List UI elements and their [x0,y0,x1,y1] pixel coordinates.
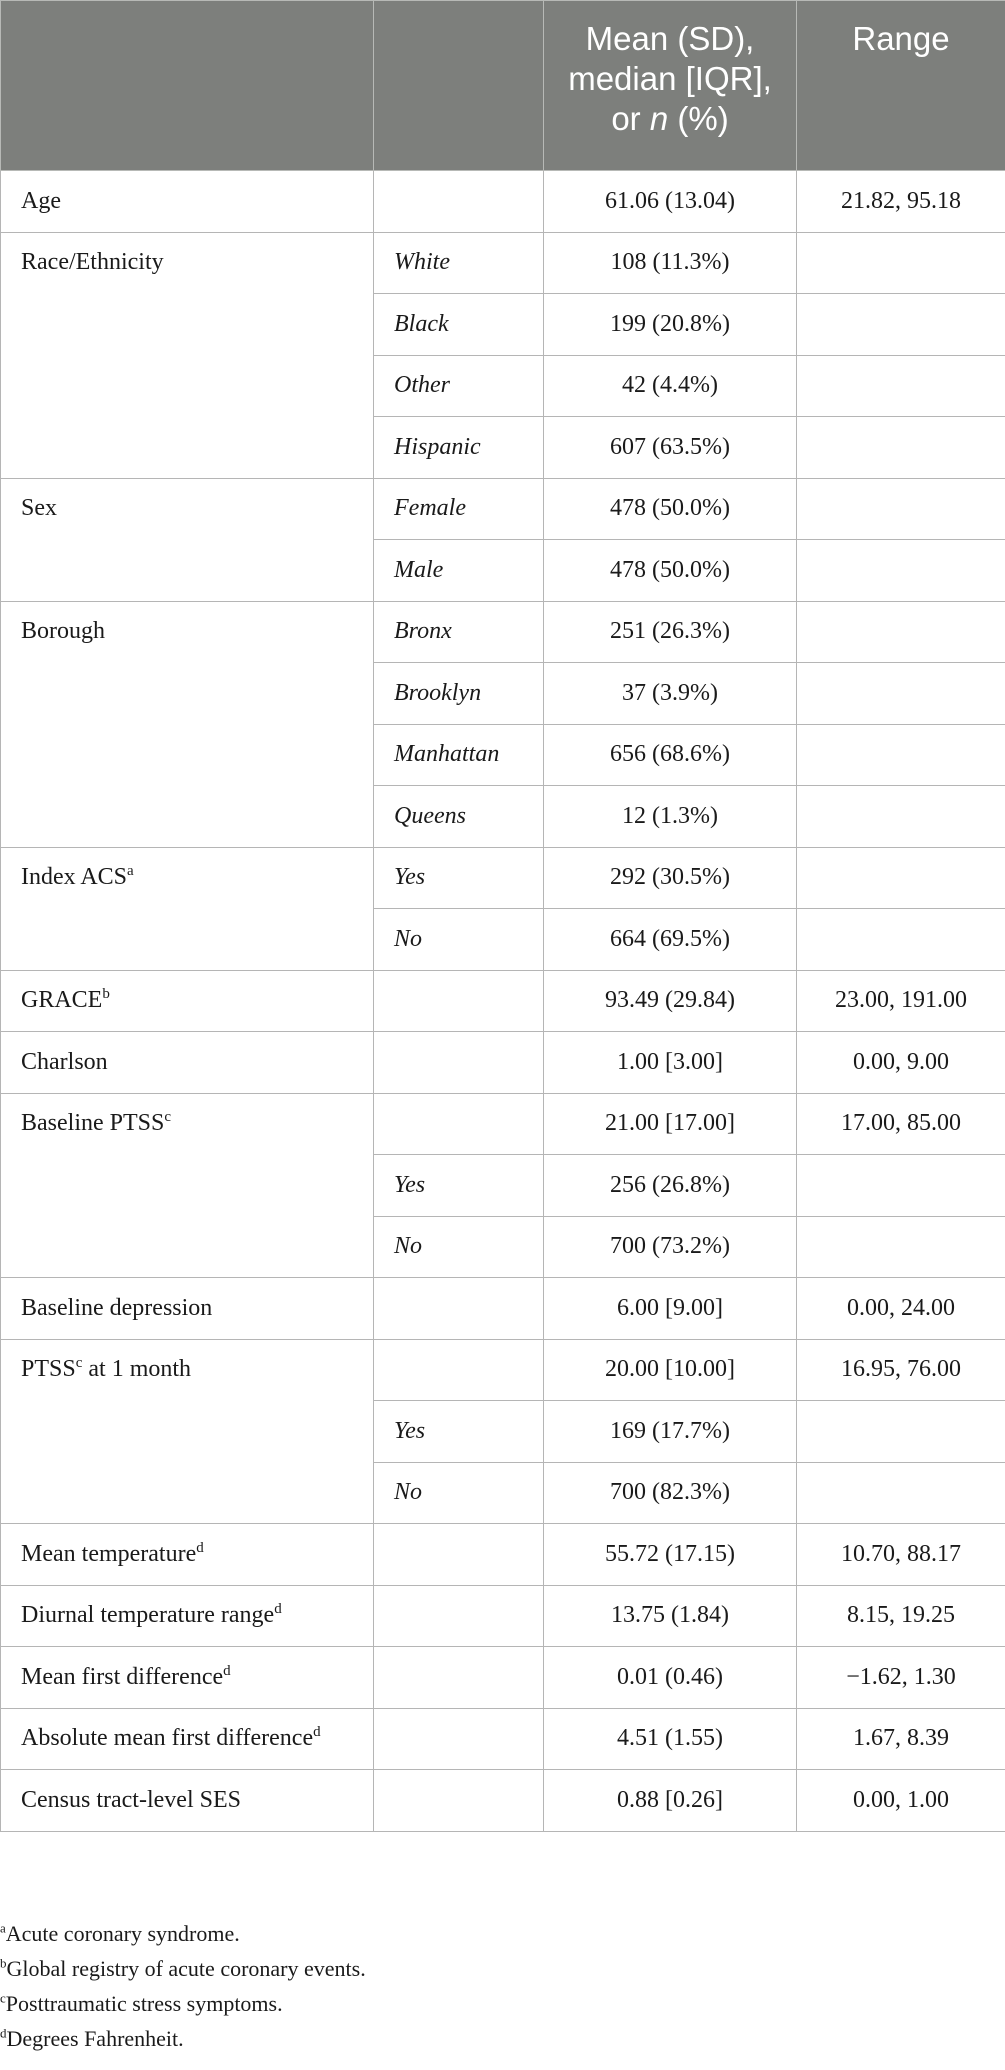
row-label [1,970,374,1032]
footnote-marker: b [102,986,110,1003]
row-value: 0.01 (0.46) [544,1647,797,1709]
row-label [1,1524,374,1586]
row-label-text: PTSS [21,1355,76,1382]
row-value: 700 (73.2%) [544,1216,797,1278]
row-range: 0.00, 1.00 [797,1770,1005,1832]
row-range [797,1216,1005,1278]
row-value: 4.51 (1.55) [544,1708,797,1770]
row-category [374,1647,544,1709]
row-category: No [374,909,544,971]
footnote-marker: d [313,1724,321,1741]
table-row [1,478,1005,540]
table-body [1,171,1005,1832]
row-category: White [374,232,544,294]
row-label-suffix: at 1 month [82,1355,192,1382]
footnote-text: Degrees Fahrenheit. [6,2026,184,2051]
row-value: 108 (11.3%) [544,232,797,294]
row-label [1,1770,374,1832]
table-row [1,1093,1005,1155]
row-label-text: Sex [21,494,57,521]
row-label-text: Baseline PTSS [21,1109,165,1136]
row-range [797,663,1005,725]
table-row [1,171,1005,233]
row-range [797,417,1005,479]
table-row [1,1770,1005,1832]
row-label [1,601,374,847]
row-category [374,1770,544,1832]
row-value: 664 (69.5%) [544,909,797,971]
header-variable [1,1,374,171]
row-range [797,1462,1005,1524]
row-label [1,1708,374,1770]
row-value: 478 (50.0%) [544,478,797,540]
table-row [1,970,1005,1032]
row-range: 1.67, 8.39 [797,1708,1005,1770]
row-range [797,478,1005,540]
row-label-text: Mean temperature [21,1540,197,1567]
row-range [797,786,1005,848]
row-value: 700 (82.3%) [544,1462,797,1524]
row-label-text: Mean first difference [21,1663,224,1690]
row-range [797,909,1005,971]
header-statistic-pct: (%) [677,100,729,137]
row-category [374,1032,544,1094]
row-value: 256 (26.8%) [544,1155,797,1217]
row-value: 61.06 (13.04) [544,171,797,233]
header-statistic-text: Mean (SD), median [IQR], or [568,20,772,137]
row-range: 21.82, 95.18 [797,171,1005,233]
row-range [797,294,1005,356]
row-value: 478 (50.0%) [544,540,797,602]
row-label-text: GRACE [21,987,103,1014]
row-category [374,1585,544,1647]
row-range: 17.00, 85.00 [797,1093,1005,1155]
footnotes [0,1916,1005,2056]
row-value: 6.00 [9.00] [544,1278,797,1340]
row-range: 8.15, 19.25 [797,1585,1005,1647]
row-label-text: Absolute mean first difference [21,1725,314,1752]
row-category [374,1093,544,1155]
row-category: Bronx [374,601,544,663]
row-category: Brooklyn [374,663,544,725]
row-value: 37 (3.9%) [544,663,797,725]
footnote-mark: c [0,1990,6,2006]
row-label [1,232,374,478]
row-range: 23.00, 191.00 [797,970,1005,1032]
footnote-marker: d [196,1539,204,1556]
footnote [0,1916,1005,1951]
footnote-mark: b [0,1955,7,1971]
row-range: 0.00, 9.00 [797,1032,1005,1094]
row-label-text: Age [21,187,61,214]
row-range [797,724,1005,786]
row-label [1,1032,374,1094]
row-range [797,601,1005,663]
row-category: Yes [374,847,544,909]
row-range [797,1155,1005,1217]
row-category: Hispanic [374,417,544,479]
table-row [1,1647,1005,1709]
row-category: Manhattan [374,724,544,786]
row-value: 607 (63.5%) [544,417,797,479]
row-label-text: Index ACS [21,863,128,890]
row-category: Female [374,478,544,540]
row-category: Queens [374,786,544,848]
table-row [1,232,1005,294]
row-range [797,355,1005,417]
row-value: 20.00 [10.00] [544,1339,797,1401]
row-label-text: Census tract-level SES [21,1786,241,1813]
table-row [1,1339,1005,1401]
header-statistic [544,1,797,171]
row-value: 199 (20.8%) [544,294,797,356]
footnote-marker: d [274,1601,282,1618]
footnote-marker: d [223,1662,231,1679]
row-label [1,1647,374,1709]
footnote [0,1951,1005,1986]
row-range [797,847,1005,909]
table-row [1,1524,1005,1586]
footnote-text: Posttraumatic stress symptoms. [5,1991,283,2016]
row-category: No [374,1216,544,1278]
row-category: Other [374,355,544,417]
row-value: 13.75 (1.84) [544,1585,797,1647]
row-label [1,1278,374,1340]
row-range: 0.00, 24.00 [797,1278,1005,1340]
row-category: Yes [374,1401,544,1463]
footnote-marker: c [164,1108,172,1125]
table-row [1,1585,1005,1647]
row-value: 0.88 [0.26] [544,1770,797,1832]
row-label [1,1585,374,1647]
row-value: 21.00 [17.00] [544,1093,797,1155]
row-label-text: Race/Ethnicity [21,248,164,275]
row-range [797,232,1005,294]
row-category: No [374,1462,544,1524]
row-value: 656 (68.6%) [544,724,797,786]
row-category: Male [374,540,544,602]
row-category [374,1339,544,1401]
row-category [374,970,544,1032]
table-row [1,847,1005,909]
row-label-text: Borough [21,617,105,644]
row-category [374,171,544,233]
row-category: Yes [374,1155,544,1217]
table-row [1,1032,1005,1094]
row-category [374,1708,544,1770]
row-label [1,1339,374,1524]
row-range: 16.95, 76.00 [797,1339,1005,1401]
row-label [1,847,374,970]
row-value: 93.49 (29.84) [544,970,797,1032]
row-category [374,1278,544,1340]
row-label [1,1093,374,1278]
header-row [1,1,1005,171]
row-label-text: Charlson [21,1048,108,1075]
footnote-mark: d [0,2025,7,2041]
row-value: 169 (17.7%) [544,1401,797,1463]
table-row [1,1708,1005,1770]
row-range: −1.62, 1.30 [797,1647,1005,1709]
footnote-text: Acute coronary syndrome. [5,1921,240,1946]
row-range [797,540,1005,602]
footnote-marker: a [127,862,134,879]
table-row [1,1278,1005,1340]
footnote [0,1986,1005,2021]
row-category: Black [374,294,544,356]
row-category [374,1524,544,1586]
footnote [0,2021,1005,2056]
row-label [1,478,374,601]
row-range [797,1401,1005,1463]
row-value: 12 (1.3%) [544,786,797,848]
header-statistic-n: n [649,100,669,137]
row-value: 42 (4.4%) [544,355,797,417]
row-label [1,171,374,233]
header-range: Range [797,1,1005,171]
row-value: 1.00 [3.00] [544,1032,797,1094]
row-value: 55.72 (17.15) [544,1524,797,1586]
row-range: 10.70, 88.17 [797,1524,1005,1586]
header-category [374,1,544,171]
footnote-text: Global registry of acute coronary events. [6,1956,366,1981]
row-label-text: Diurnal temperature range [21,1602,275,1629]
row-value: 251 (26.3%) [544,601,797,663]
row-label-text: Baseline depression [21,1294,213,1321]
footnote-marker: c [75,1354,83,1371]
row-value: 292 (30.5%) [544,847,797,909]
footnote-mark: a [0,1920,6,1936]
table-row [1,601,1005,663]
